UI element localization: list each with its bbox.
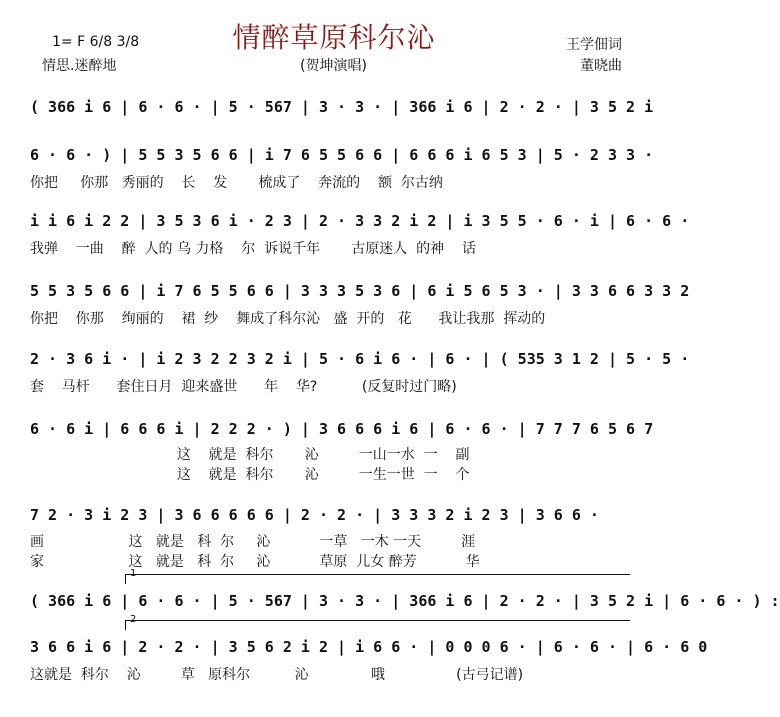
first-ending-line bbox=[125, 574, 630, 575]
score-row-5: 2 · 3 6 i · | i 2 3 2 2 3 2 i | 5 · 6 i 6 · | 6 · | ( 535 3 1 2 | 5 · 5 · bbox=[30, 350, 690, 368]
score-row-1: ( 366 i 6 | 6 · 6 · | 5 · 567 | 3 · 3 · | 366 i 6 | 2 · 2 · | 3 5 2 i bbox=[30, 98, 654, 116]
second-ending-line bbox=[125, 620, 630, 621]
lyric-row-1: 你把 你那 秀丽的 长 发 梳成了 奔流的 额 尔古纳 bbox=[30, 175, 443, 191]
composer-credit: 董晓曲 bbox=[580, 58, 622, 74]
first-ending-tick bbox=[125, 574, 126, 584]
first-ending-mark: 1 bbox=[130, 568, 137, 579]
score-row-8: ( 366 i 6 | 6 · 6 · | 5 · 567 | 3 · 3 · | 366 i 6 | 2 · 2 · | 3 5 2 i | 6 · 6 · ) : bbox=[30, 592, 780, 610]
lyric-row-9: 这就是 科尔 沁 草 原科尔 沁 哦 (古弓记谱) bbox=[30, 667, 524, 683]
lyric-row-6: 这 就是 科尔 沁 一生一世 一 个 bbox=[30, 467, 470, 483]
second-ending-mark: 2 bbox=[130, 614, 137, 625]
score-row-7: 7 2 · 3 i 2 3 | 3 6 6 6 6 6 | 2 · 2 · | 3 3 3 2 i 2 3 | 3 6 6 · bbox=[30, 506, 599, 524]
score-row-6: 6 · 6 i | 6 6 6 i | 2 2 2 · ) | 3 6 6 6 i 6 | 6 · 6 · | 7 7 7 6 5 6 7 bbox=[30, 420, 654, 438]
song-title: 情醉草原科尔沁 bbox=[232, 21, 436, 54]
lyric-row-8: 家 这 就是 科 尔 沁 草原 儿女 醉芳 华 bbox=[30, 554, 480, 570]
lyricist-credit: 王学佃词 bbox=[566, 37, 622, 53]
second-ending-tick bbox=[125, 620, 126, 630]
performance-mood: 情思.迷醉地 bbox=[42, 58, 117, 74]
lyric-row-7: 画 这 就是 科 尔 沁 一草 一木 一天 涯 bbox=[30, 534, 476, 550]
lyric-row-3: 你把 你那 绚丽的 裙 纱 舞成了科尔沁 盛 开的 花 我让我那 挥动的 bbox=[30, 311, 546, 327]
score-row-4: 5 5 3 5 6 6 | i 7 6 5 5 6 6 | 3 3 3 5 3 6 | 6 i 5 6 5 3 · | 3 3 6 6 3 3 2 bbox=[30, 282, 690, 300]
lyric-row-4: 套 马杆 套住日月 迎来盛世 年 华? (反复时过门略) bbox=[30, 379, 457, 395]
singer-credit: (贺坤演唱) bbox=[300, 58, 367, 74]
lyric-row-5: 这 就是 科尔 沁 一山一水 一 副 bbox=[30, 447, 470, 463]
lyric-row-2: 我弹 一曲 醉 人的 乌 力格 尔 诉说千年 古原迷人 的神 话 bbox=[30, 241, 476, 257]
key-signature: 1= F 6/8 3/8 bbox=[52, 34, 140, 50]
score-row-3: i i 6 i 2 2 | 3 5 3 6 i · 2 3 | 2 · 3 3 2 i 2 | i 3 5 5 · 6 · i | 6 · 6 · bbox=[30, 212, 690, 230]
score-row-2: 6 · 6 · ) | 5 5 3 5 6 6 | i 7 6 5 5 6 6 | 6 6 6 i 6 5 3 | 5 · 2 3 3 · bbox=[30, 146, 654, 164]
score-row-9: 3 6 6 i 6 | 2 · 2 · | 3 5 6 2 i 2 | i 6 6 · | 0 0 0 6 · | 6 · 6 · | 6 · 6 0 bbox=[30, 638, 708, 656]
